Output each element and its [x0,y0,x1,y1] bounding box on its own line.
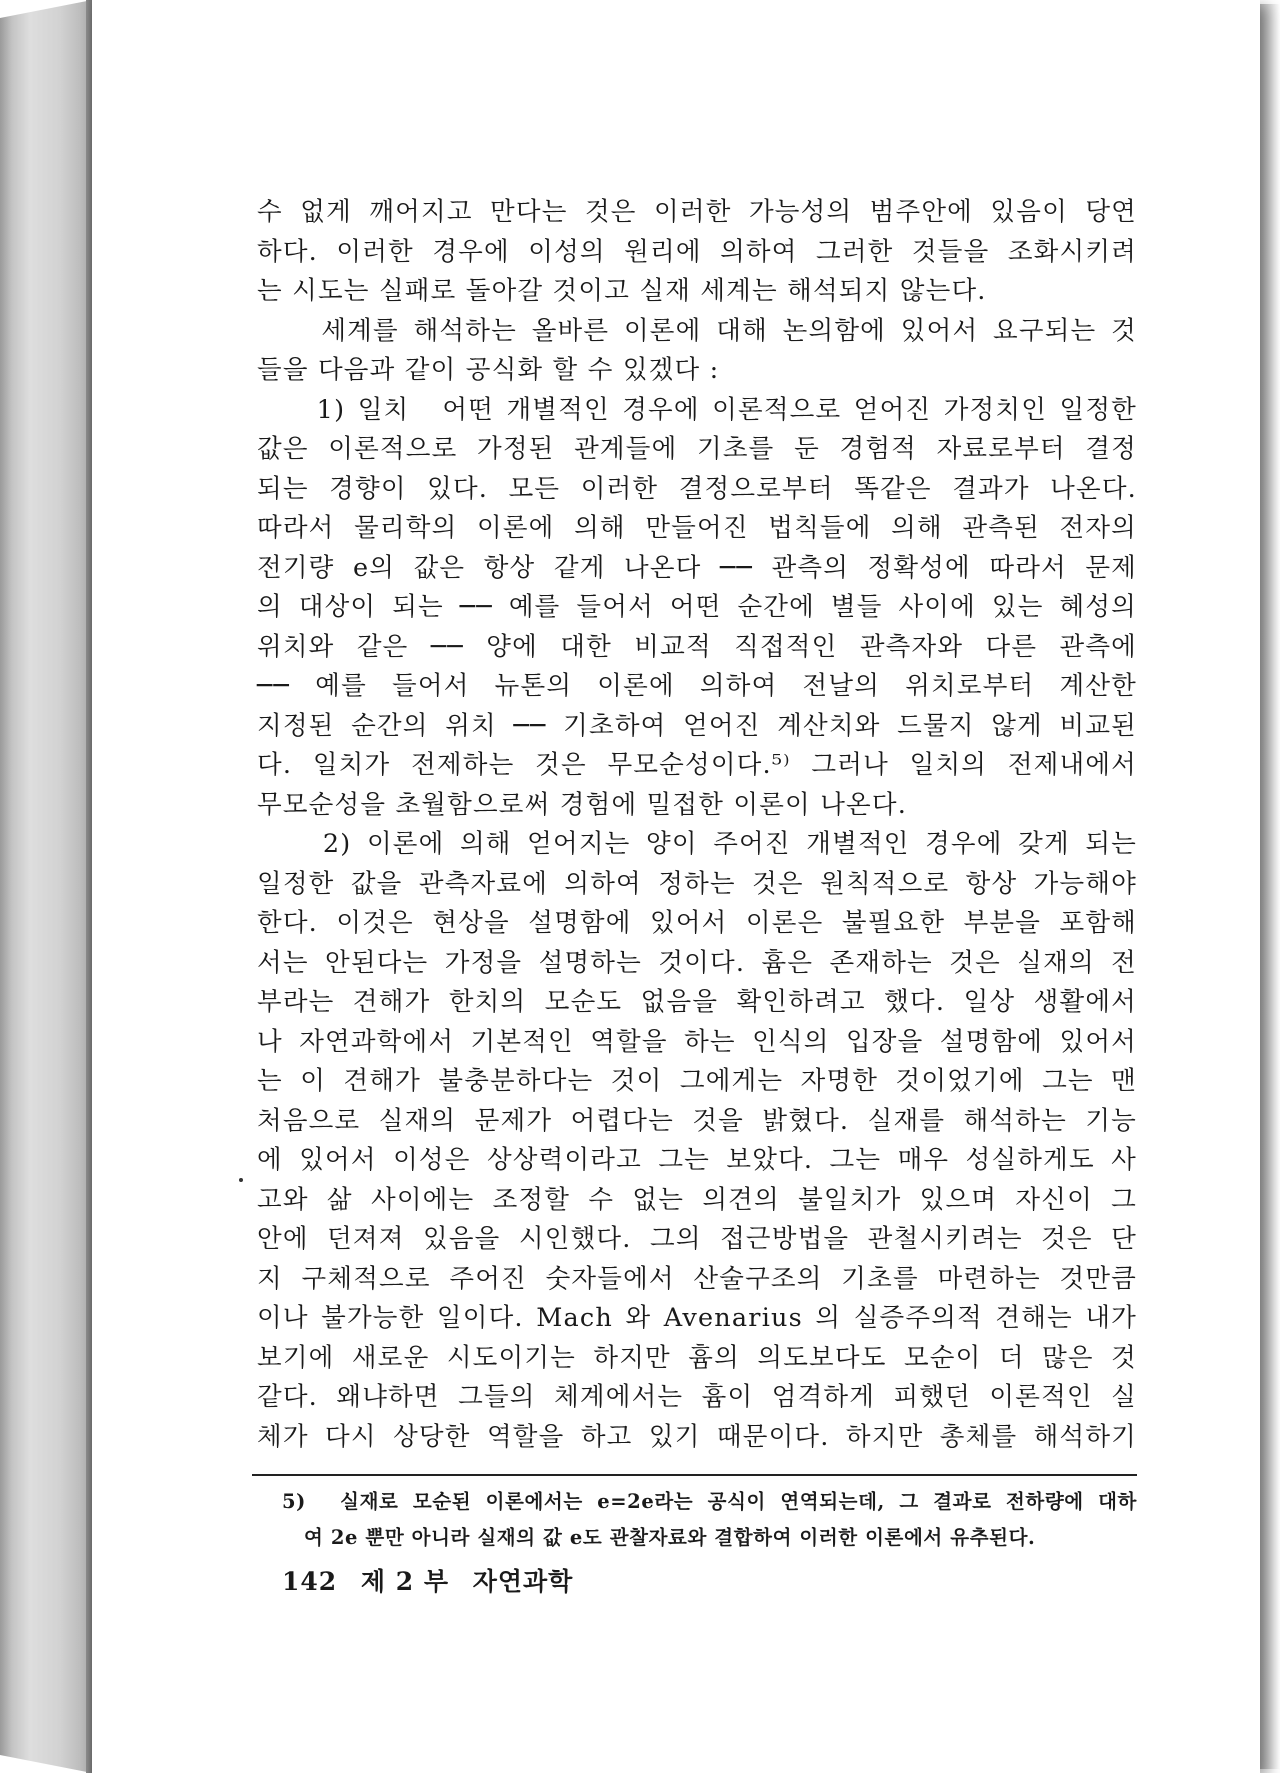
body-line: 지정된 순간의 위치 ── 기초하여 얻어진 계산치와 드물지 않게 비교된 [257,710,1137,741]
body-line: 부라는 견해가 한치의 모순도 없음을 확인하려고 했다. 일상 생활에서 [257,987,1137,1017]
body-line: 의 대상이 되는 ── 예를 들어서 어떤 순간에 별들 사이에 있는 혜성의 [257,592,1137,622]
page-stack-edge [0,0,92,1773]
body-line: 고와 삶 사이에는 조정할 수 없는 의견의 불일치가 있으며 자신이 그 [257,1184,1137,1215]
body-line: 2) 이론에 의해 얻어지는 양이 주어진 개별적인 경우에 갖게 되는 [257,829,1137,859]
footnote-line: 여 2e 뿐만 아니라 실재의 값 e도 관찰자료와 결합하여 이러한 이론에서 유추된다. [304,1526,1036,1549]
body-text [257,193,1137,1457]
body-line: 나 자연과학에서 기본적인 역할을 하는 인식의 입장을 설명함에 있어서 [257,1026,1137,1057]
body-line: 에 있어서 이성은 상상력이라고 그는 보았다. 그는 매우 성실하게도 사 [257,1145,1137,1175]
body-line: 수 없게 깨어지고 만다는 것은 이러한 가능성의 범주안에 있음이 당연 [257,197,1137,227]
body-line: 한다. 이것은 현상을 설명함에 있어서 이론은 불필요한 부분을 포함해 [257,908,1137,938]
body-line: 일정한 값을 관측자료에 의하여 정하는 것은 원칙적으로 항상 가능해야 [257,868,1137,899]
body-line: 값은 이론적으로 가정된 관계들에 기초를 둔 경험적 자료로부터 결정 [257,434,1137,464]
body-line: 다. 일치가 전제하는 것은 무모순성이다.⁵⁾ 그러나 일치의 전제내에서 [257,750,1137,780]
body-line: 는 이 견해가 불충분하다는 것이 그에게는 자명한 것이었기에 그는 맨 [257,1066,1137,1096]
speck-mark [239,1178,243,1182]
page-footer [282,1562,587,1598]
footnote-rule [252,1474,1137,1476]
body-line: 안에 던져져 있음을 시인했다. 그의 접근방법을 관철시키려는 것은 단 [257,1224,1137,1254]
body-line: 보기에 새로운 시도이기는 하지만 흄의 의도보다도 모순이 더 많은 것 [257,1342,1137,1373]
body-line: 되는 경향이 있다. 모든 이러한 결정으로부터 똑같은 결과가 나온다. [257,473,1137,504]
body-line: ── 예를 들어서 뉴톤의 이론에 의하여 전날의 위치로부터 계산한 [257,671,1137,701]
body-line: 위치와 같은 ── 양에 대한 비교적 직접적인 관측자와 다른 관측에 [257,631,1137,662]
footnote-line: 5) 실재로 모순된 이론에서는 e=2e라는 공식이 연역되는데, 그 결과로 전하량에 대하 [282,1490,1137,1513]
body-line: 무모순성을 초월함으로써 경험에 밀접한 이론이 나온다. [257,789,907,820]
body-line: 따라서 물리학의 이론에 의해 만들어진 법칙들에 의해 관측된 전자의 [257,513,1137,543]
body-line: 하다. 이러한 경우에 이성의 원리에 의하여 그러한 것들을 조화시키려 [257,236,1137,267]
body-line: 같다. 왜냐하면 그들의 체계에서는 흄이 엄격하게 피했던 이론적인 실 [257,1382,1137,1412]
page-right-shadow [1260,4,1280,1769]
body-line: 는 시도는 실패로 돌아갈 것이고 실재 세계는 해석되지 않는다. [257,276,987,306]
body-line: 이나 불가능한 일이다. Mach 와 Avenarius 의 실증주의적 견해는 내가 [257,1303,1137,1333]
body-line: 세계를 해석하는 올바른 이론에 대해 논의함에 있어서 요구되는 것 [257,315,1137,346]
body-line: 들을 다음과 같이 공식화 할 수 있겠다 : [257,355,720,385]
body-line: 지 구체적으로 주어진 숫자들에서 산술구조의 기초를 마련하는 것만큼 [257,1263,1137,1294]
footnote [282,1484,1137,1556]
body-line: 전기량 e의 값은 항상 같게 나온다 ── 관측의 정확성에 따라서 문제 [257,552,1137,583]
body-line: 처음으로 실재의 문제가 어렵다는 것을 밝혔다. 실재를 해석하는 기능 [257,1105,1137,1136]
body-line: 서는 안된다는 가정을 설명하는 것이다. 흄은 존재하는 것은 실재의 전 [257,947,1137,978]
body-line: 1) 일치 어떤 개별적인 경우에 이론적으로 얻어진 가정치인 일정한 [257,394,1137,425]
body-line: 체가 다시 상당한 역할을 하고 있기 때문이다. 하지만 총체를 해석하기 [257,1421,1137,1452]
section-label: 자연과학 [472,1567,574,1596]
page-number: 142 [282,1567,338,1596]
part-label: 제 2 부 [360,1567,450,1596]
